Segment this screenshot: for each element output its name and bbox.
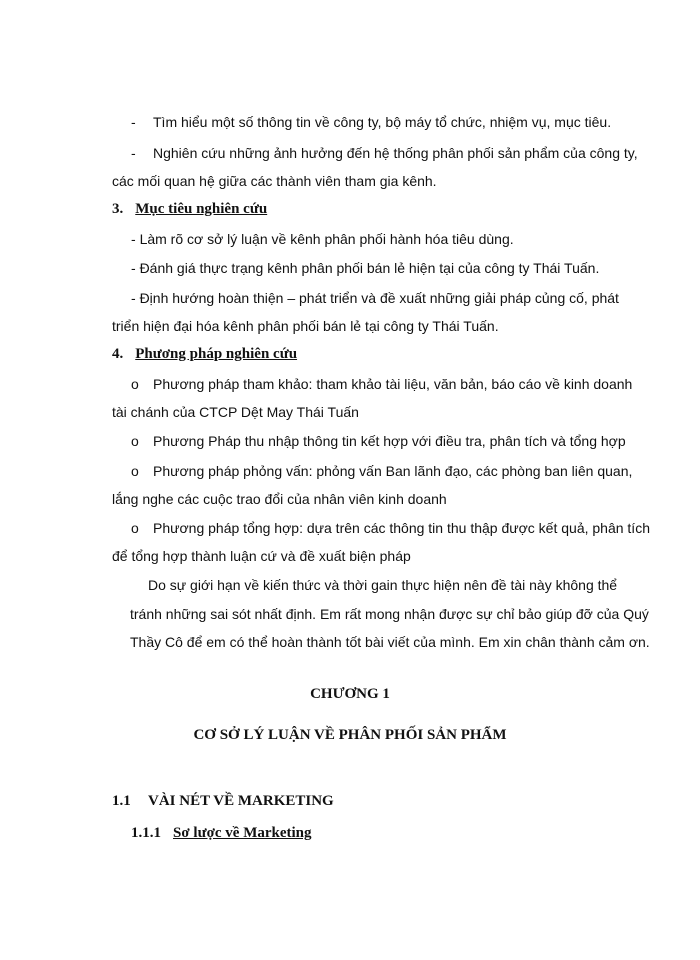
heading-title: Sơ lược về Marketing (173, 825, 312, 841)
heading-1-1 (112, 792, 334, 810)
method-text: Phương pháp tổng hợp: dựa trên các thông tin thu thập được kết quả, phân tích (153, 520, 650, 536)
goal-text: Làm rõ cơ sở lý luận về kênh phân phối hành hóa tiêu dùng. (139, 231, 514, 247)
section-title: Phương pháp nghiên cứu (135, 346, 298, 362)
section-heading (112, 200, 267, 218)
method-item (131, 375, 632, 393)
circle-bullet-icon: o (131, 376, 139, 392)
method-text: Phương pháp tham khảo: tham khảo tài liệu, văn bản, báo cáo về kinh doanh (153, 376, 633, 392)
goal-text: Định hướng hoàn thiện – phát triển và đề xuất những giải pháp củng cố, phát (139, 290, 619, 306)
section-heading (112, 345, 297, 363)
closing-line: tránh những sai sót nhất định. Em rất mong nhận được sự chỉ bảo giúp đỡ của Quý (130, 606, 649, 622)
method-continuation: để tổng hợp thành luận cứ và đề xuất biện pháp (112, 548, 411, 564)
dash-marker: - (131, 290, 136, 306)
circle-bullet-icon: o (131, 520, 139, 536)
heading-number: 1.1.1 (131, 825, 161, 841)
dash-marker: - (131, 231, 136, 247)
method-text: Phương pháp phỏng vấn: phỏng vấn Ban lãnh đạo, các phòng ban liên quan, (153, 463, 633, 479)
circle-bullet-icon: o (131, 433, 139, 449)
closing-line: Thầy Cô để em có thể hoàn thành tốt bài viết của mình. Em xin chân thành cảm ơn. (130, 634, 650, 650)
section-number: 3. (112, 201, 124, 217)
objective-item (131, 113, 611, 131)
objective-text: Nghiên cứu những ảnh hưởng đến hệ thống phân phối sản phẩm của công ty, (153, 145, 638, 161)
objective-item (131, 144, 638, 162)
objective-continuation: các mối quan hệ giữa các thành viên tham gia kênh. (112, 173, 437, 189)
chapter-label: CHƯƠNG 1 (310, 686, 390, 702)
dash-marker: - (131, 114, 136, 130)
circle-bullet-icon: o (131, 463, 139, 479)
method-continuation: lắng nghe các cuộc trao đổi của nhân viên kinh doanh (112, 491, 447, 507)
method-item (131, 462, 632, 480)
method-continuation: tài chánh của CTCP Dệt May Thái Tuấn (112, 404, 359, 420)
goal-item (131, 289, 619, 307)
dash-marker: - (131, 145, 136, 161)
goal-text: Đánh giá thực trạng kênh phân phối bán lẻ hiện tại của công ty Thái Tuấn. (139, 260, 600, 276)
method-item (131, 519, 650, 537)
heading-title: VÀI NÉT VỀ MARKETING (148, 793, 334, 809)
goal-item (131, 230, 514, 248)
method-item (131, 432, 626, 450)
section-number: 4. (112, 346, 124, 362)
objective-text: Tìm hiểu một số thông tin về công ty, bộ máy tổ chức, nhiệm vụ, mục tiêu. (153, 114, 612, 130)
heading-1-1-1 (131, 824, 312, 842)
goal-item (131, 259, 599, 277)
section-title: Mục tiêu nghiên cứu (135, 201, 268, 217)
dash-marker: - (131, 260, 136, 276)
method-text: Phương Pháp thu nhập thông tin kết hợp với điều tra, phân tích và tổng hợp (153, 433, 626, 449)
heading-number: 1.1 (112, 793, 131, 809)
chapter-title: CƠ SỞ LÝ LUẬN VỀ PHÂN PHỐI SẢN PHẨM (193, 727, 507, 743)
closing-line: Do sự giới hạn về kiến thức và thời gain thực hiện nên đề tài này không thể (148, 577, 618, 593)
goal-continuation: triển hiện đại hóa kênh phân phối bán lẻ tại công ty Thái Tuấn. (112, 318, 499, 334)
